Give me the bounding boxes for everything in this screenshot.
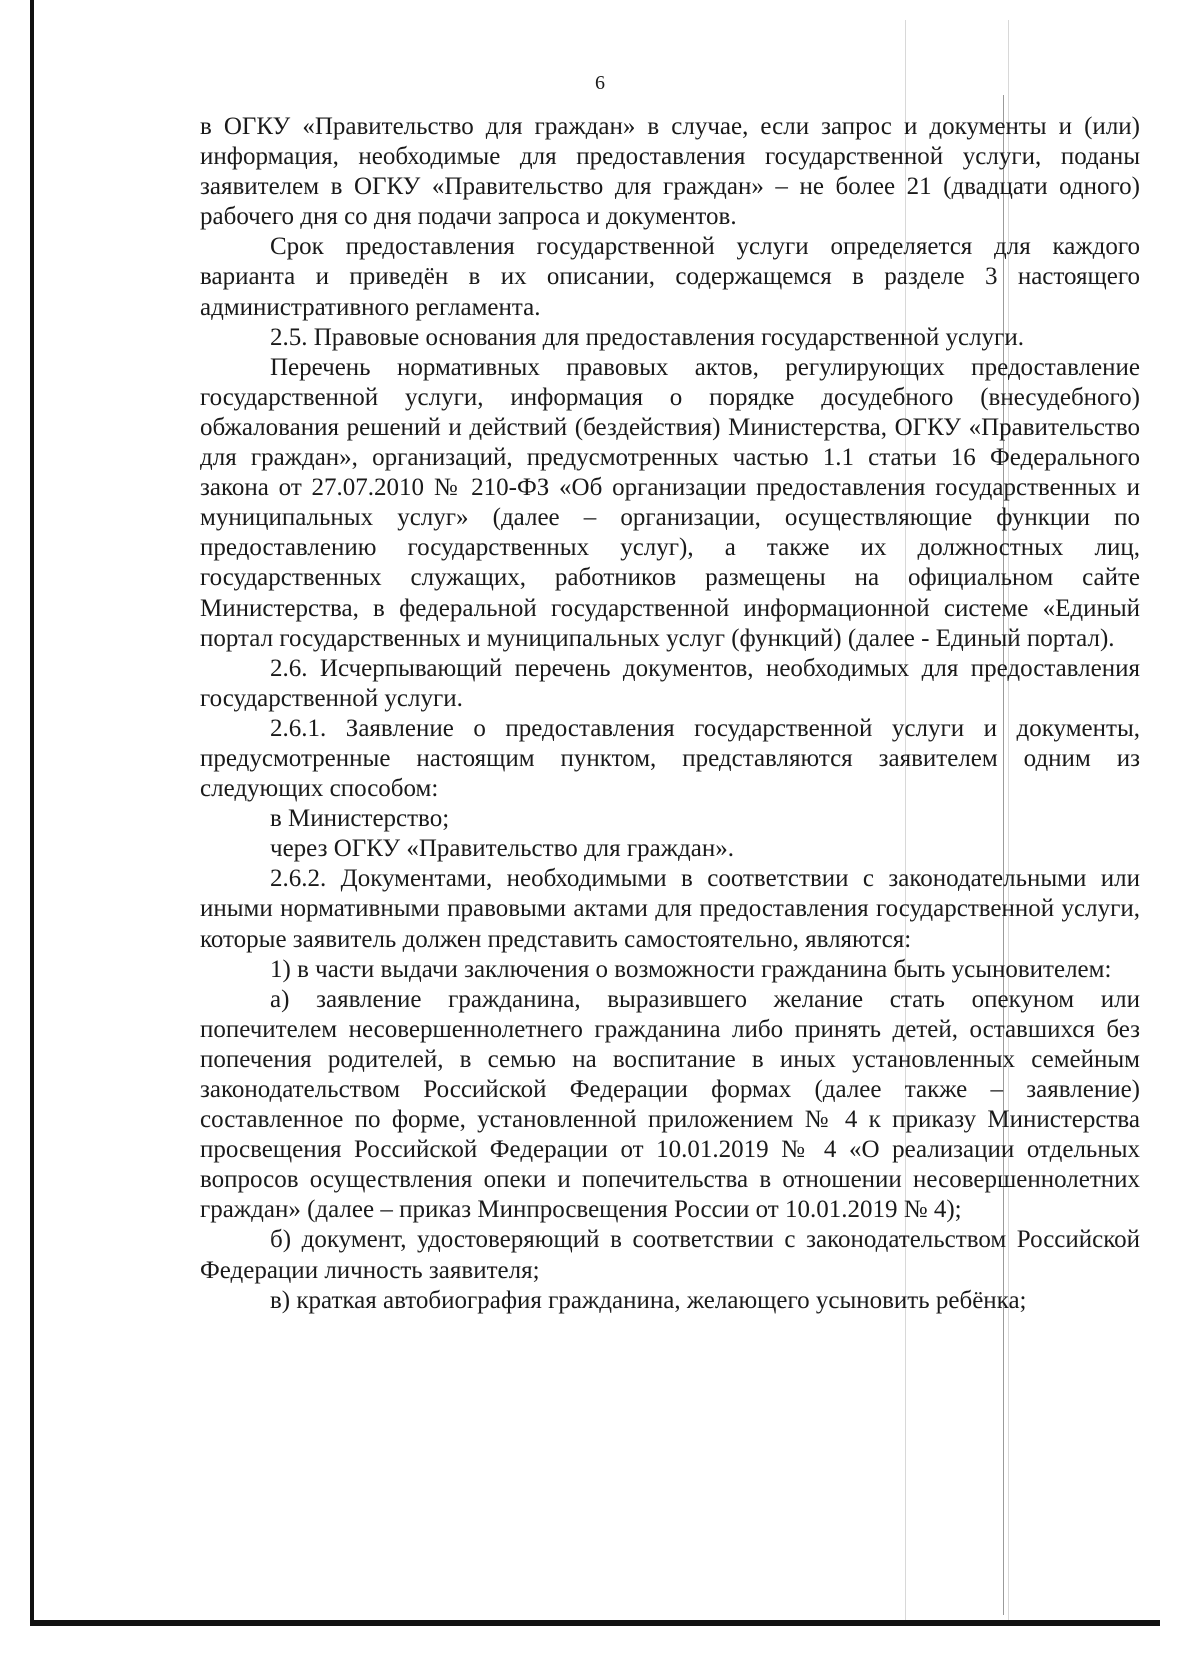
paragraph: Срок предоставления государственной услуги определяется для каждого варианта и приведён в их описании, содержащемся в разделе 3 настоящего административного регламента. <box>200 233 1140 321</box>
list-item: а) заявление гражданина, выразившего желание стать опекуном или попечителем несовершеннолетнего гражданина либо принять детей, оставшихся без попечения родителей, в семью на воспитание в иных установленных семейным законодательством Российской Федерации формах (далее также – заявление) составленное по форме, установленной приложением № 4 к приказу Министерства просвещения Российской Федерации от 10.01.2019 № 4 «О реализации отдельных вопросов осуществления опеки и попечительства в отношении несовершеннолетних граждан» (далее – приказ Минпросвещения России от 10.01.2019 № 4); <box>200 985 1140 1224</box>
list-item: б) документ, удостоверяющий в соответствии с законодательством Российской Федерации личность заявителя; <box>200 1226 1140 1284</box>
list-item: в) краткая автобиография гражданина, желающего усыновить ребёнка; <box>270 1286 1027 1314</box>
paragraph: в ОГКУ «Правительство для граждан» в случае, если запрос и документы и (или) информация, необходимые для предоставления государственной услуги, поданы заявителем в ОГКУ «Правительство для граждан» – не более 21 (двадцати одного) рабочего дня со дня подачи запроса и документов. <box>200 113 1140 231</box>
section-heading: 2.5. Правовые основания для предоставления государственной услуги. <box>270 323 1024 351</box>
paragraph: 2.6.1. Заявление о предоставления государственной услуги и документы, предусмотренные настоящим пунктом, представляются заявителем одним из следующих способом: <box>200 714 1140 803</box>
section-heading: 2.6. Исчерпывающий перечень документов, необходимых для предоставления государственной услуги. <box>200 654 1140 712</box>
list-item: в Министерство; <box>270 805 450 833</box>
paragraph: 2.6.2. Документами, необходимыми в соответствии с законодательными или иными нормативными правовыми актами для предоставления государственной услуги, которые заявитель должен представить самостоятельно, являются: <box>200 865 1140 953</box>
page-number: 6 <box>595 72 605 94</box>
scan-bottom-edge <box>30 1620 1160 1626</box>
scan-left-edge <box>30 0 34 1625</box>
list-item: 1) в части выдачи заключения о возможности гражданина быть усыновителем: <box>270 955 1112 983</box>
list-item: через ОГКУ «Правительство для граждан». <box>270 835 734 863</box>
paragraph: Перечень нормативных правовых актов, регулирующих предоставление государственной услуги, информация о порядке досудебного (внесудебного) обжалования решений и действий (бездействия) Министерства, ОГКУ «Правительство для граждан», организаций, предусмотренных частью 1.1 статьи 16 Федерального закона от 27.07.2010 № 210-ФЗ «Об организации предоставления государственных и муниципальных услуг» (далее – организации, осуществляющие функции по предоставлению государственных услуг), а также их должностных лиц, государственных служащих, работников размещены на официальном сайте Министерства, в федеральной государственной информационной системе «Единый портал государственных и муниципальных услуг (функций) (далее - Единый портал). <box>200 353 1140 652</box>
document-body <box>200 112 1140 1316</box>
